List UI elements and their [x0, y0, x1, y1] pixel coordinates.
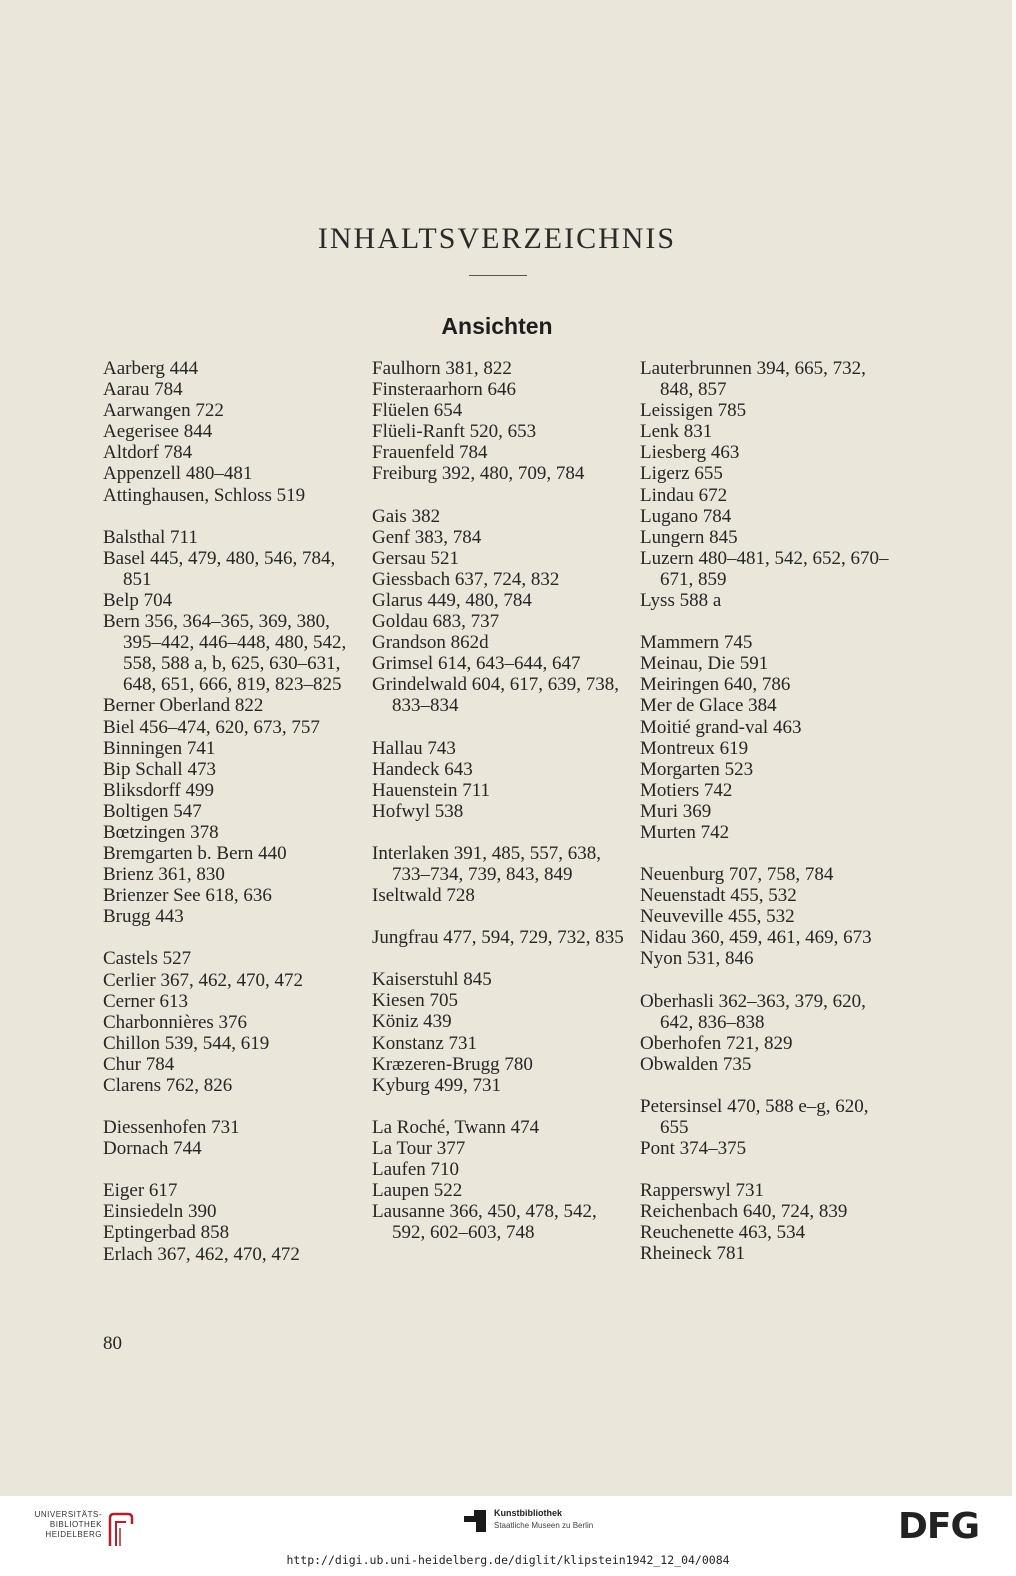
footer-bar — [0, 1496, 1016, 1576]
index-entry: Einsiedeln 390 — [103, 1201, 217, 1223]
index-entry: Aarberg 444 — [103, 358, 199, 379]
index-entry: Clarens 762, 826 — [103, 1075, 233, 1096]
index-entry: Rheineck 781 — [640, 1243, 746, 1265]
index-entry: Meiringen 640, 786 — [640, 674, 791, 696]
index-entry: Grimsel 614, 643–644, 647 — [372, 653, 581, 675]
index-column-1 — [103, 358, 358, 1265]
index-entry: Bremgarten b. Bern 440 — [103, 843, 287, 865]
index-entry: Gersau 521 — [372, 547, 460, 569]
index-entry: Lindau 672 — [640, 484, 728, 506]
index-entry: Aarwangen 722 — [103, 400, 224, 422]
index-entry: Ligerz 655 — [640, 463, 723, 485]
index-entry: Handeck 643 — [372, 758, 473, 780]
index-entry: Kaiserstuhl 845 — [372, 969, 492, 991]
index-entry: Leissigen 785 — [640, 400, 747, 422]
group-spacer — [103, 1159, 358, 1180]
index-entry: Nidau 360, 459, 461, 469, 673 — [640, 927, 872, 949]
index-entry: Castels 527 — [103, 948, 192, 970]
group-spacer — [103, 1096, 358, 1117]
index-entry: Reuchenette 463, 534 — [640, 1222, 806, 1244]
index-entry: Lenk 831 — [640, 421, 713, 443]
kunstbibliothek-subtitle: Staatliche Museen zu Berlin — [494, 1521, 594, 1530]
index-entry: Liesberg 463 — [640, 442, 740, 464]
group-spacer — [640, 1075, 896, 1096]
group-spacer — [103, 506, 358, 527]
index-entry: La Tour 377 — [372, 1137, 466, 1159]
index-entry: Basel 445, 479, 480, 546, 784, 851 — [103, 547, 336, 590]
index-entry: Reichenbach 640, 724, 839 — [640, 1201, 848, 1223]
group-spacer — [372, 906, 627, 927]
index-entry: Brugg 443 — [103, 906, 184, 928]
index-entry: Cerlier 367, 462, 470, 472 — [103, 969, 304, 991]
index-entry: Glarus 449, 480, 784 — [372, 589, 532, 611]
index-entry: Aarau 784 — [103, 379, 183, 401]
index-entry: Biel 456–474, 620, 673, 757 — [103, 716, 320, 738]
index-entry: Laufen 710 — [372, 1159, 460, 1180]
index-entry: Brienz 361, 830 — [103, 864, 225, 886]
index-entry: Montreux 619 — [640, 737, 749, 759]
group-spacer — [372, 948, 627, 969]
index-entry: Lugano 784 — [640, 505, 732, 527]
index-entry: Freiburg 392, 480, 709, 784 — [372, 463, 585, 485]
index-entry: Mammern 745 — [640, 632, 753, 654]
index-entry: Finsteraarhorn 646 — [372, 379, 517, 401]
index-entry: Muri 369 — [640, 800, 712, 822]
index-entry: Laupen 522 — [372, 1180, 463, 1202]
index-entry: Dornach 744 — [103, 1138, 202, 1160]
kunstbibliothek-logo[interactable] — [462, 1506, 642, 1536]
index-entry: Goldau 683, 737 — [372, 611, 500, 633]
index-entry: Grindelwald 604, 617, 639, 738, 833–834 — [372, 674, 619, 717]
index-entry: Hauenstein 711 — [372, 779, 491, 801]
index-entry: Lausanne 366, 450, 478, 542, 592, 602–603, 748 — [372, 1201, 597, 1244]
index-entry: Frauenfeld 784 — [372, 442, 488, 464]
dfg-logo[interactable]: DFG — [898, 1506, 980, 1547]
index-entry: Chillon 539, 544, 619 — [103, 1032, 270, 1054]
index-entry: Neuveville 455, 532 — [640, 906, 795, 928]
index-entry: Balsthal 711 — [103, 526, 198, 548]
index-entry: Grandson 862d — [372, 632, 489, 654]
index-entry: Neuenstadt 455, 532 — [640, 885, 797, 907]
index-entry: Moitié grand-val 463 — [640, 716, 802, 738]
kunstbibliothek-mark-icon — [462, 1508, 488, 1534]
page-number: 80 — [103, 1333, 122, 1354]
university-library-logo[interactable] — [14, 1510, 134, 1550]
index-entry: Murten 742 — [640, 821, 730, 843]
section-heading: Ansichten — [441, 313, 553, 339]
index-entry: Diessenhofen 731 — [103, 1117, 240, 1139]
index-entry: Binningen 741 — [103, 737, 216, 759]
index-entry: Berner Oberland 822 — [103, 695, 264, 717]
index-entry: Oberhofen 721, 829 — [640, 1032, 793, 1054]
index-entry: Interlaken 391, 485, 557, 638, 733–734, 739, 843, 849 — [372, 842, 602, 885]
index-entry: Belp 704 — [103, 589, 173, 611]
source-url[interactable]: http://digi.ub.uni-heidelberg.de/diglit/klipstein1942_12_04/0084 — [286, 1553, 730, 1567]
index-entry: Bœtzingen 378 — [103, 821, 219, 843]
group-spacer — [640, 843, 896, 864]
group-spacer — [640, 611, 896, 632]
index-entry: Bliksdorff 499 — [103, 779, 215, 801]
index-entry: Pont 374–375 — [640, 1138, 747, 1160]
group-spacer — [372, 822, 627, 843]
index-entry: Hallau 743 — [372, 737, 456, 759]
index-entry: Brienzer See 618, 636 — [103, 885, 272, 907]
index-entry: Oberhasli 362–363, 379, 620, 642, 836–838 — [640, 990, 866, 1033]
page-title: INHALTSVERZEICHNIS — [317, 222, 677, 255]
index-entry: Flüeli-Ranft 520, 653 — [372, 421, 537, 443]
title-divider — [469, 275, 527, 276]
index-entry: Konstanz 731 — [372, 1032, 478, 1054]
group-spacer — [103, 927, 358, 948]
index-entry: Boltigen 547 — [103, 800, 202, 822]
index-entry: Attinghausen, Schloss 519 — [103, 484, 306, 506]
index-entry: Erlach 367, 462, 470, 472 — [103, 1243, 300, 1265]
index-entry: La Roché, Twann 474 — [372, 1116, 540, 1138]
index-entry: Appenzell 480–481 — [103, 463, 253, 485]
index-entry: Morgarten 523 — [640, 758, 754, 780]
index-entry: Jungfrau 477, 594, 729, 732, 835 — [372, 927, 624, 949]
index-column-2 — [372, 358, 627, 1243]
index-entry: Genf 383, 784 — [372, 526, 482, 548]
index-entry: Kræzeren-Brugg 780 — [372, 1053, 533, 1075]
index-entry: Petersinsel 470, 588 e–g, 620, 655 — [640, 1095, 869, 1138]
index-column-3 — [640, 358, 896, 1265]
kunstbibliothek-name: Kunstbibliothek — [494, 1508, 562, 1518]
index-entry: Flüelen 654 — [372, 400, 463, 422]
index-entry: Charbonnières 376 — [103, 1011, 248, 1033]
university-library-name: UNIVERSITÄTS- BIBLIOTHEK HEIDELBERG — [34, 1510, 102, 1539]
index-entry: Cerner 613 — [103, 990, 188, 1012]
index-entry: Altdorf 784 — [103, 442, 193, 464]
index-entry: Bip Schall 473 — [103, 758, 216, 780]
group-spacer — [372, 1096, 627, 1117]
index-entry: Lyss 588 a — [640, 590, 722, 612]
index-entry: Neuenburg 707, 758, 784 — [640, 864, 834, 886]
heidelberg-logo-icon — [106, 1510, 134, 1550]
index-entry: Köniz 439 — [372, 1011, 452, 1033]
index-entry: Chur 784 — [103, 1053, 175, 1075]
group-spacer — [372, 717, 627, 738]
index-entry: Aegerisee 844 — [103, 421, 213, 443]
index-entry: Lauterbrunnen 394, 665, 732, 848, 857 — [640, 358, 866, 401]
group-spacer — [372, 485, 627, 506]
index-entry: Rapperswyl 731 — [640, 1180, 765, 1202]
index-entry: Giessbach 637, 724, 832 — [372, 568, 560, 590]
index-entry: Meinau, Die 591 — [640, 653, 769, 675]
index-entry: Eiger 617 — [103, 1180, 178, 1202]
index-entry: Kyburg 499, 731 — [372, 1074, 501, 1096]
index-entry: Motiers 742 — [640, 779, 733, 801]
index-entry: Kiesen 705 — [372, 990, 459, 1012]
index-entry: Bern 356, 364–365, 369, 380, 395–442, 446–448, 480, 542, 558, 588 a, b, 625, 630–631, 648, 651, 666, 819, 823–825 — [103, 611, 347, 696]
index-entry: Faulhorn 381, 822 — [372, 358, 512, 379]
index-entry: Eptingerbad 858 — [103, 1222, 230, 1244]
index-entry: Iseltwald 728 — [372, 885, 475, 907]
group-spacer — [640, 970, 896, 991]
index-entry: Gais 382 — [372, 505, 441, 527]
index-entry: Luzern 480–481, 542, 652, 670–671, 859 — [640, 547, 889, 590]
group-spacer — [640, 1159, 896, 1180]
index-entry: Hofwyl 538 — [372, 800, 464, 822]
index-entry: Obwalden 735 — [640, 1053, 752, 1075]
index-entry: Mer de Glace 384 — [640, 695, 777, 717]
index-entry: Lungern 845 — [640, 526, 738, 548]
index-entry: Nyon 531, 846 — [640, 948, 754, 970]
